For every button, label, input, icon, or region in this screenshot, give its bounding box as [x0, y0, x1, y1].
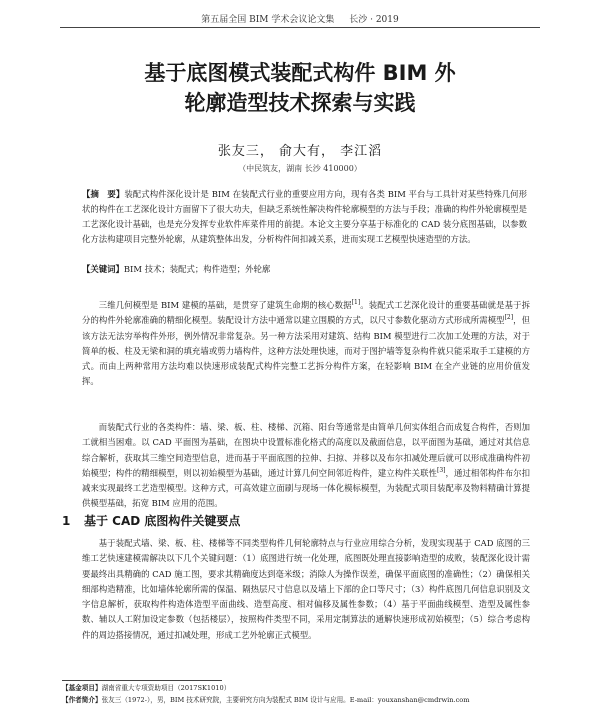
section-number: 1 [62, 514, 71, 528]
author-bio-label: 【作者简介】 [62, 696, 102, 704]
abstract-text: 装配式构件深化设计是 BIM 在装配式行业的重要应用方向，现有各类 BIM 平台与工具针对某些特殊几何形状的构件在工艺深化设计方面留下了很大功夫，但缺乏系统性解决构件轮廓模型的方法与手段；准确的构件外轮廓模型是工艺深化设计基础，也是充分发挥专业软件库菜件用的前提。本论文主要分享基于标准化的 CAD 装分底图基础，以参数化方法构建项目完整外轮廓，从建筑整体出发，分析构件间扣减关系，进而实现工艺模型快速造型的方法。 [82, 189, 527, 244]
abstract-label: 【摘 要】 [82, 189, 125, 199]
paper-title [60, 58, 540, 118]
body-paragraph-3: 基于装配式墙、梁、板、柱、楼梯等不同类型构件几何轮廓特点与行业应用综合分析，发现实现基于 CAD 底图的三维工艺快速建模需解决以下几个关键问题：（1）底图进行统一化处理，底图既处理直接影响造型的成败，装配深化设计需要最终出具精确的 CAD 施工图，要求其精确度达到毫米级；消除人为操作误差，确保平面底图的准确性；（2）确保相关细部构造精准，比如墙体轮廓所需的保温、隔热层尺寸信息以及墙上下部的企口等尺寸；（3）构件底图几何信息识别及文字信息解析，获取构件构造体造型平面曲线、造型高度、相对偏移及属性参数；（4）基于平面曲线模型、造型及属性参数、辅以人工附加设定参数（包括楼层），按照构件类型不同，采用定制算法的通解快速形成初始模型；（5）综合考虑构件的周边搭接情况，通过扣减处理，形成工艺外轮廓正式模型。 [82, 538, 530, 640]
paragraph-text: 。装配式工艺深化设计的重要基础就是基于拆分的构件外轮廓准确的精细化模型。装配设计方法中通常以建立围膜的方式，以尺寸参数化驱动方式形成所需模型 [82, 300, 530, 326]
title-line-2: 轮廓造型技术探索与实践 [184, 91, 416, 115]
running-header [60, 12, 540, 25]
footnote-author [62, 695, 542, 705]
keywords [82, 262, 527, 276]
body-paragraph-1 [82, 298, 530, 390]
funding-label: 【基金项目】 [62, 684, 102, 692]
header-rule [60, 27, 540, 28]
affiliation: （中民筑友，湖南 长沙 410000） [238, 164, 362, 173]
paragraph-text: ，通过相邻构件布尔扣减来实现最终工艺造型模型。这种方式，可高效建立面刷与现场一体化模标模型，为装配式项目装配率及物料精确计算提供模型基础，拓宽 BIM 应用的范围。 [82, 467, 531, 509]
footnote-funding [62, 683, 542, 693]
paragraph-text: 而装配式行业的各类构件：墙、梁、板、柱、楼梯、沉箱、阳台等通常是由简单几何实体组合而成复合构件，否则加工就相当困难。以 CAD 平面图为基础，在图块中设置标准化格式的高度以及截面信息，以平面图为基础，通过对其信息综合解析，获取其三维空间造型信息，进而基于平面底图的拉伸、扫掠、并移以及布尔扣减处理后就可以形成准确构件初始模型；构件的精细模型，则以初始模型为基础，通过计算几何空间邻近构件，建立构件关联性 [82, 422, 530, 478]
abstract [82, 187, 527, 247]
body-paragraph-2 [82, 420, 530, 512]
paragraph-text: 三维几何模型是 BIM 建模的基础，是贯穿了建筑生命期的核心数据 [98, 300, 352, 310]
author-bio-text: 张友三（1972-），男，BIM 技术研究院，主要研究方向为装配式 BIM 设计与应用。E-mail：youxanshan@cmdrwin.com [101, 696, 470, 704]
section-heading [62, 512, 532, 529]
keywords-label: 【关键词】 [82, 264, 124, 274]
title-line-1: 基于底图模式装配式构件 BIM 外 [144, 61, 456, 85]
location-year: 长沙 · 2019 [349, 15, 399, 25]
citation: [3] [436, 467, 446, 475]
citation: [1] [351, 299, 361, 307]
author-list: 张友三， 俞大有， 李江滔 [217, 144, 383, 159]
section-title-text: 基于 CAD 底图构件关键要点 [84, 514, 241, 528]
footnote-rule [62, 680, 222, 681]
keywords-text: BIM 技术；装配式；构件造型；外轮廓 [123, 264, 271, 274]
journal-name: 第五届全国 BIM 学术会议论文集 [201, 15, 335, 25]
citation: [2] [504, 314, 514, 322]
paragraph-text: ，但该方法无法穷举构件外形，例外情况非常复杂。另一种方法采用对建筑、结构 BIM 模型进行二次加工处理的方法，对于简单的板、柱及无梁和洞的填充墙或剪力墙构件，这种方法处理快速，而对于图护墙等复杂构件就只能采取手工建模的方式。而由上两种常用方法均难以快速形成装配式构件完整工艺拆分构件方案，在轻影响 BIM 在全产业链的应用价值发挥。 [82, 315, 530, 387]
funding-text: 湖南省重大专项资助项目（2017SK1010） [101, 684, 231, 692]
